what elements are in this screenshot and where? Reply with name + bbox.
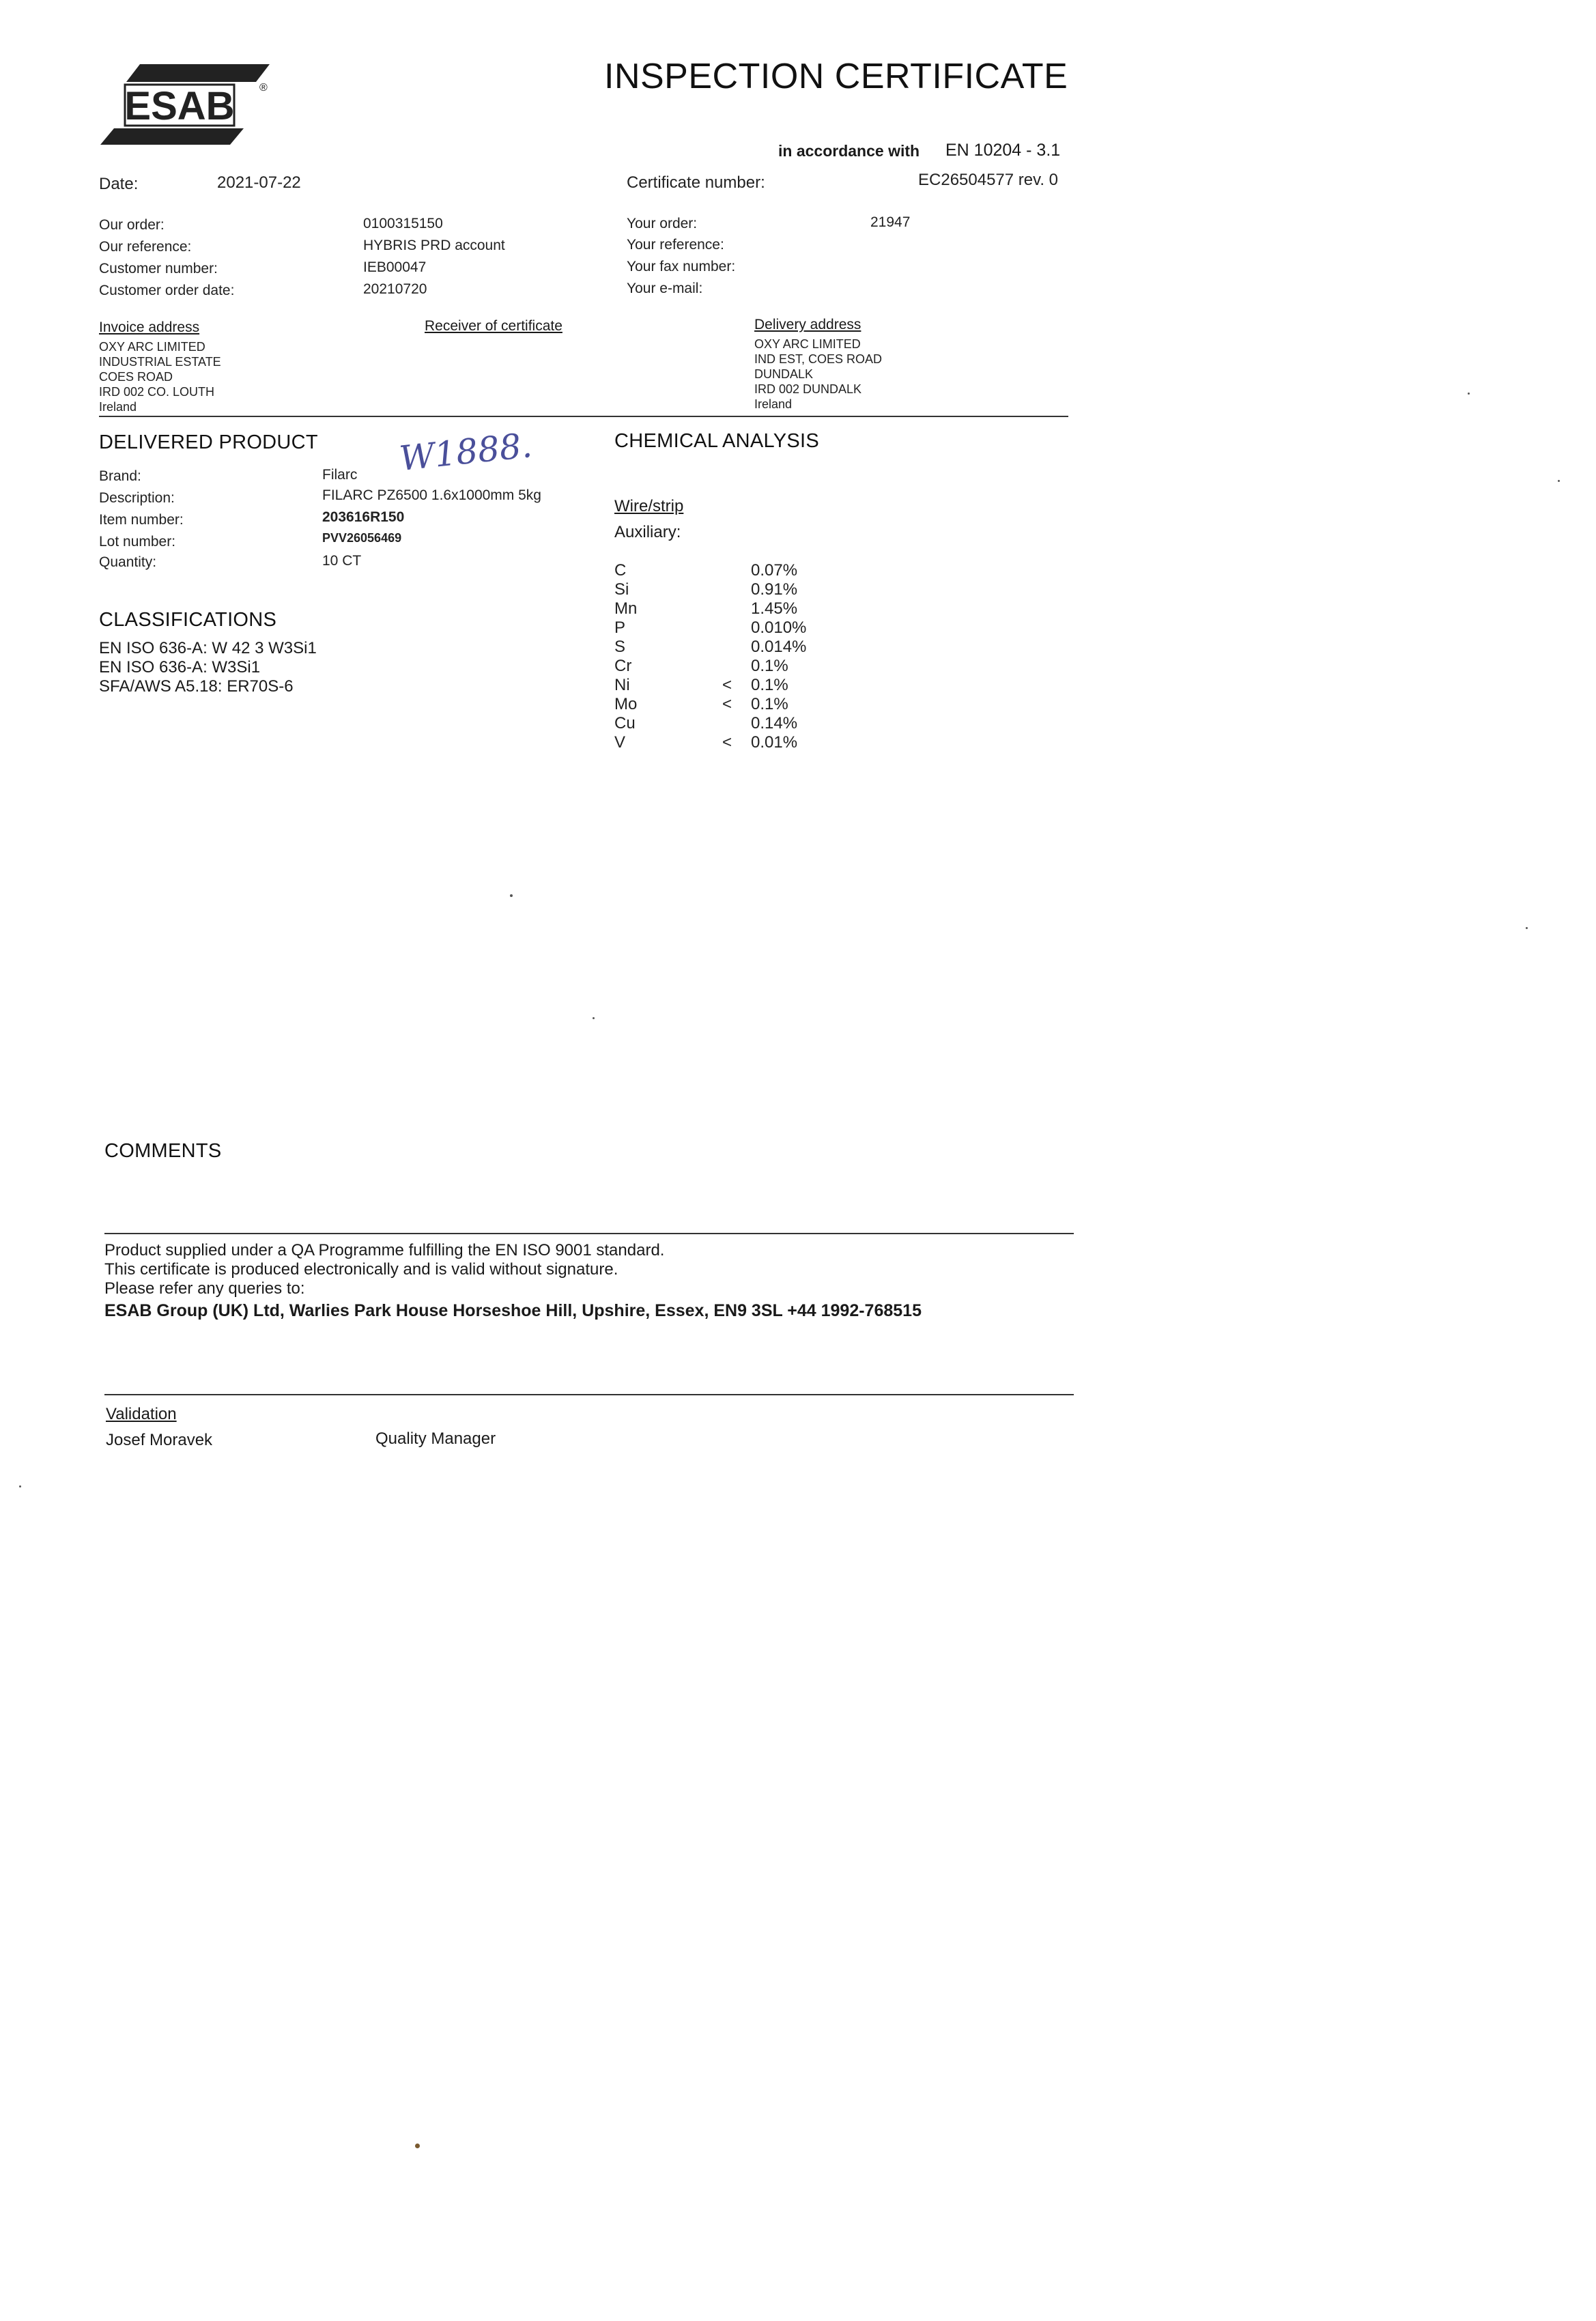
accordance-label: in accordance with [778, 142, 920, 160]
element-value: 0.014% [751, 638, 807, 656]
element-symbol: Ni [614, 676, 630, 694]
validator-name: Josef Moravek [106, 1431, 213, 1449]
item-number-value: 203616R150 [322, 509, 405, 525]
element-symbol: Si [614, 580, 629, 599]
element-qualifier: < [722, 733, 732, 752]
your-order-label: Your order: [627, 216, 698, 231]
your-email-label: Your e-mail: [627, 281, 703, 296]
esab-logo-graphic [99, 61, 276, 150]
quantity-value: 10 CT [322, 553, 362, 569]
standard-label: EN 10204 - 3.1 [945, 141, 1061, 160]
esab-logo [99, 61, 276, 150]
element-symbol: V [614, 733, 626, 752]
customer-number-value: IEB00047 [363, 259, 427, 275]
handwritten-note: W1888. [397, 425, 535, 479]
scan-speck [1558, 480, 1560, 482]
svg-text:ESAB: ESAB [124, 84, 235, 128]
customer-order-date-label: Customer order date: [99, 283, 235, 298]
receiver-of-certificate-heading: Receiver of certificate [425, 318, 562, 334]
element-qualifier: < [722, 695, 732, 713]
certificate-number: EC26504577 rev. 0 [918, 171, 1059, 189]
customer-number-label: Customer number: [99, 261, 218, 276]
element-symbol: Cr [614, 657, 632, 675]
quantity-label: Quantity: [99, 554, 157, 570]
scan-speck [19, 1485, 21, 1487]
validator-role: Quality Manager [375, 1429, 496, 1448]
element-symbol: S [614, 638, 626, 656]
element-value: 1.45% [751, 599, 798, 618]
element-symbol: Mn [614, 599, 638, 618]
element-value: 0.01% [751, 733, 798, 752]
auxiliary-label: Auxiliary: [614, 523, 681, 541]
scan-speck [1468, 393, 1470, 395]
brand-label: Brand: [99, 468, 141, 484]
classification-line: SFA/AWS A5.18: ER70S-6 [99, 677, 294, 696]
lot-number-label: Lot number: [99, 534, 176, 550]
wire-strip-label: Wire/strip [614, 497, 684, 515]
element-value: 0.010% [751, 618, 807, 637]
reference-value: HYBRIS PRD account [363, 238, 505, 253]
element-symbol: Cu [614, 714, 636, 732]
element-symbol: C [614, 561, 627, 580]
divider [99, 416, 1068, 417]
classification-line: EN ISO 636-A: W3Si1 [99, 658, 261, 677]
order-value: 0100315150 [363, 216, 443, 231]
description-value: FILARC PZ6500 1.6x1000mm 5kg [322, 487, 541, 503]
element-value: 0.91% [751, 580, 798, 599]
document-title: INSPECTION CERTIFICATE [604, 57, 1068, 96]
classification-line: EN ISO 636-A: W 42 3 W3Si1 [99, 639, 317, 657]
element-value: 0.1% [751, 657, 788, 675]
element-value: 0.1% [751, 676, 788, 694]
validation-heading: Validation [106, 1405, 177, 1423]
certificate-label: Certificate number: [627, 173, 765, 192]
your-reference-label: Your reference: [627, 237, 724, 253]
delivery-address-line: Ireland [754, 397, 793, 411]
element-symbol: P [614, 618, 626, 637]
classifications-heading: CLASSIFICATIONS [99, 609, 277, 631]
scan-speck [593, 1017, 595, 1019]
brand-value: Filarc [322, 467, 358, 483]
order-label: Our order: [99, 217, 165, 233]
element-value: 0.14% [751, 714, 798, 732]
scan-speck [510, 894, 513, 897]
element-qualifier: < [722, 676, 732, 694]
date-value: 2021-07-22 [217, 173, 301, 192]
date-label: Date: [99, 175, 139, 193]
comments-heading: COMMENTS [104, 1140, 222, 1162]
delivery-address-line: OXY ARC LIMITED [754, 337, 861, 351]
element-symbol: Mo [614, 695, 638, 713]
your-order-value: 21947 [870, 214, 911, 230]
invoice-address-line: COES ROAD [99, 370, 173, 384]
invoice-address-line: INDUSTRIAL ESTATE [99, 355, 221, 369]
registered-mark: ® [259, 82, 268, 94]
divider [104, 1394, 1074, 1395]
your-fax-label: Your fax number: [627, 259, 736, 274]
comment-line: Product supplied under a QA Programme fulfilling the EN ISO 9001 standard. [104, 1241, 665, 1259]
invoice-address-line: IRD 002 CO. LOUTH [99, 385, 215, 399]
contact-line: ESAB Group (UK) Ltd, Warlies Park House Horseshoe Hill, Upshire, Essex, EN9 3SL +44 1992-768515 [104, 1301, 922, 1320]
chemical-analysis-heading: CHEMICAL ANALYSIS [614, 430, 820, 452]
element-value: 0.07% [751, 561, 798, 580]
comment-line: This certificate is produced electronically and is valid without signature. [104, 1260, 618, 1279]
delivery-address-line: IND EST, COES ROAD [754, 352, 883, 366]
description-label: Description: [99, 490, 175, 506]
invoice-address-line: Ireland [99, 400, 137, 414]
delivery-address-line: DUNDALK [754, 367, 814, 381]
delivered-product-heading: DELIVERED PRODUCT [99, 431, 318, 453]
comment-line: Please refer any queries to: [104, 1279, 305, 1298]
customer-order-date-value: 20210720 [363, 281, 427, 297]
item-number-label: Item number: [99, 512, 184, 528]
reference-label: Our reference: [99, 239, 192, 255]
scan-speck [1526, 927, 1528, 929]
element-value: 0.1% [751, 695, 788, 713]
lot-number-value: PVV26056469 [322, 531, 402, 545]
divider [104, 1233, 1074, 1234]
delivery-address-line: IRD 002 DUNDALK [754, 382, 862, 396]
delivery-address-heading: Delivery address [754, 317, 861, 332]
invoice-address-heading: Invoice address [99, 319, 200, 335]
invoice-address-line: OXY ARC LIMITED [99, 340, 205, 354]
scan-speck [415, 2144, 420, 2148]
